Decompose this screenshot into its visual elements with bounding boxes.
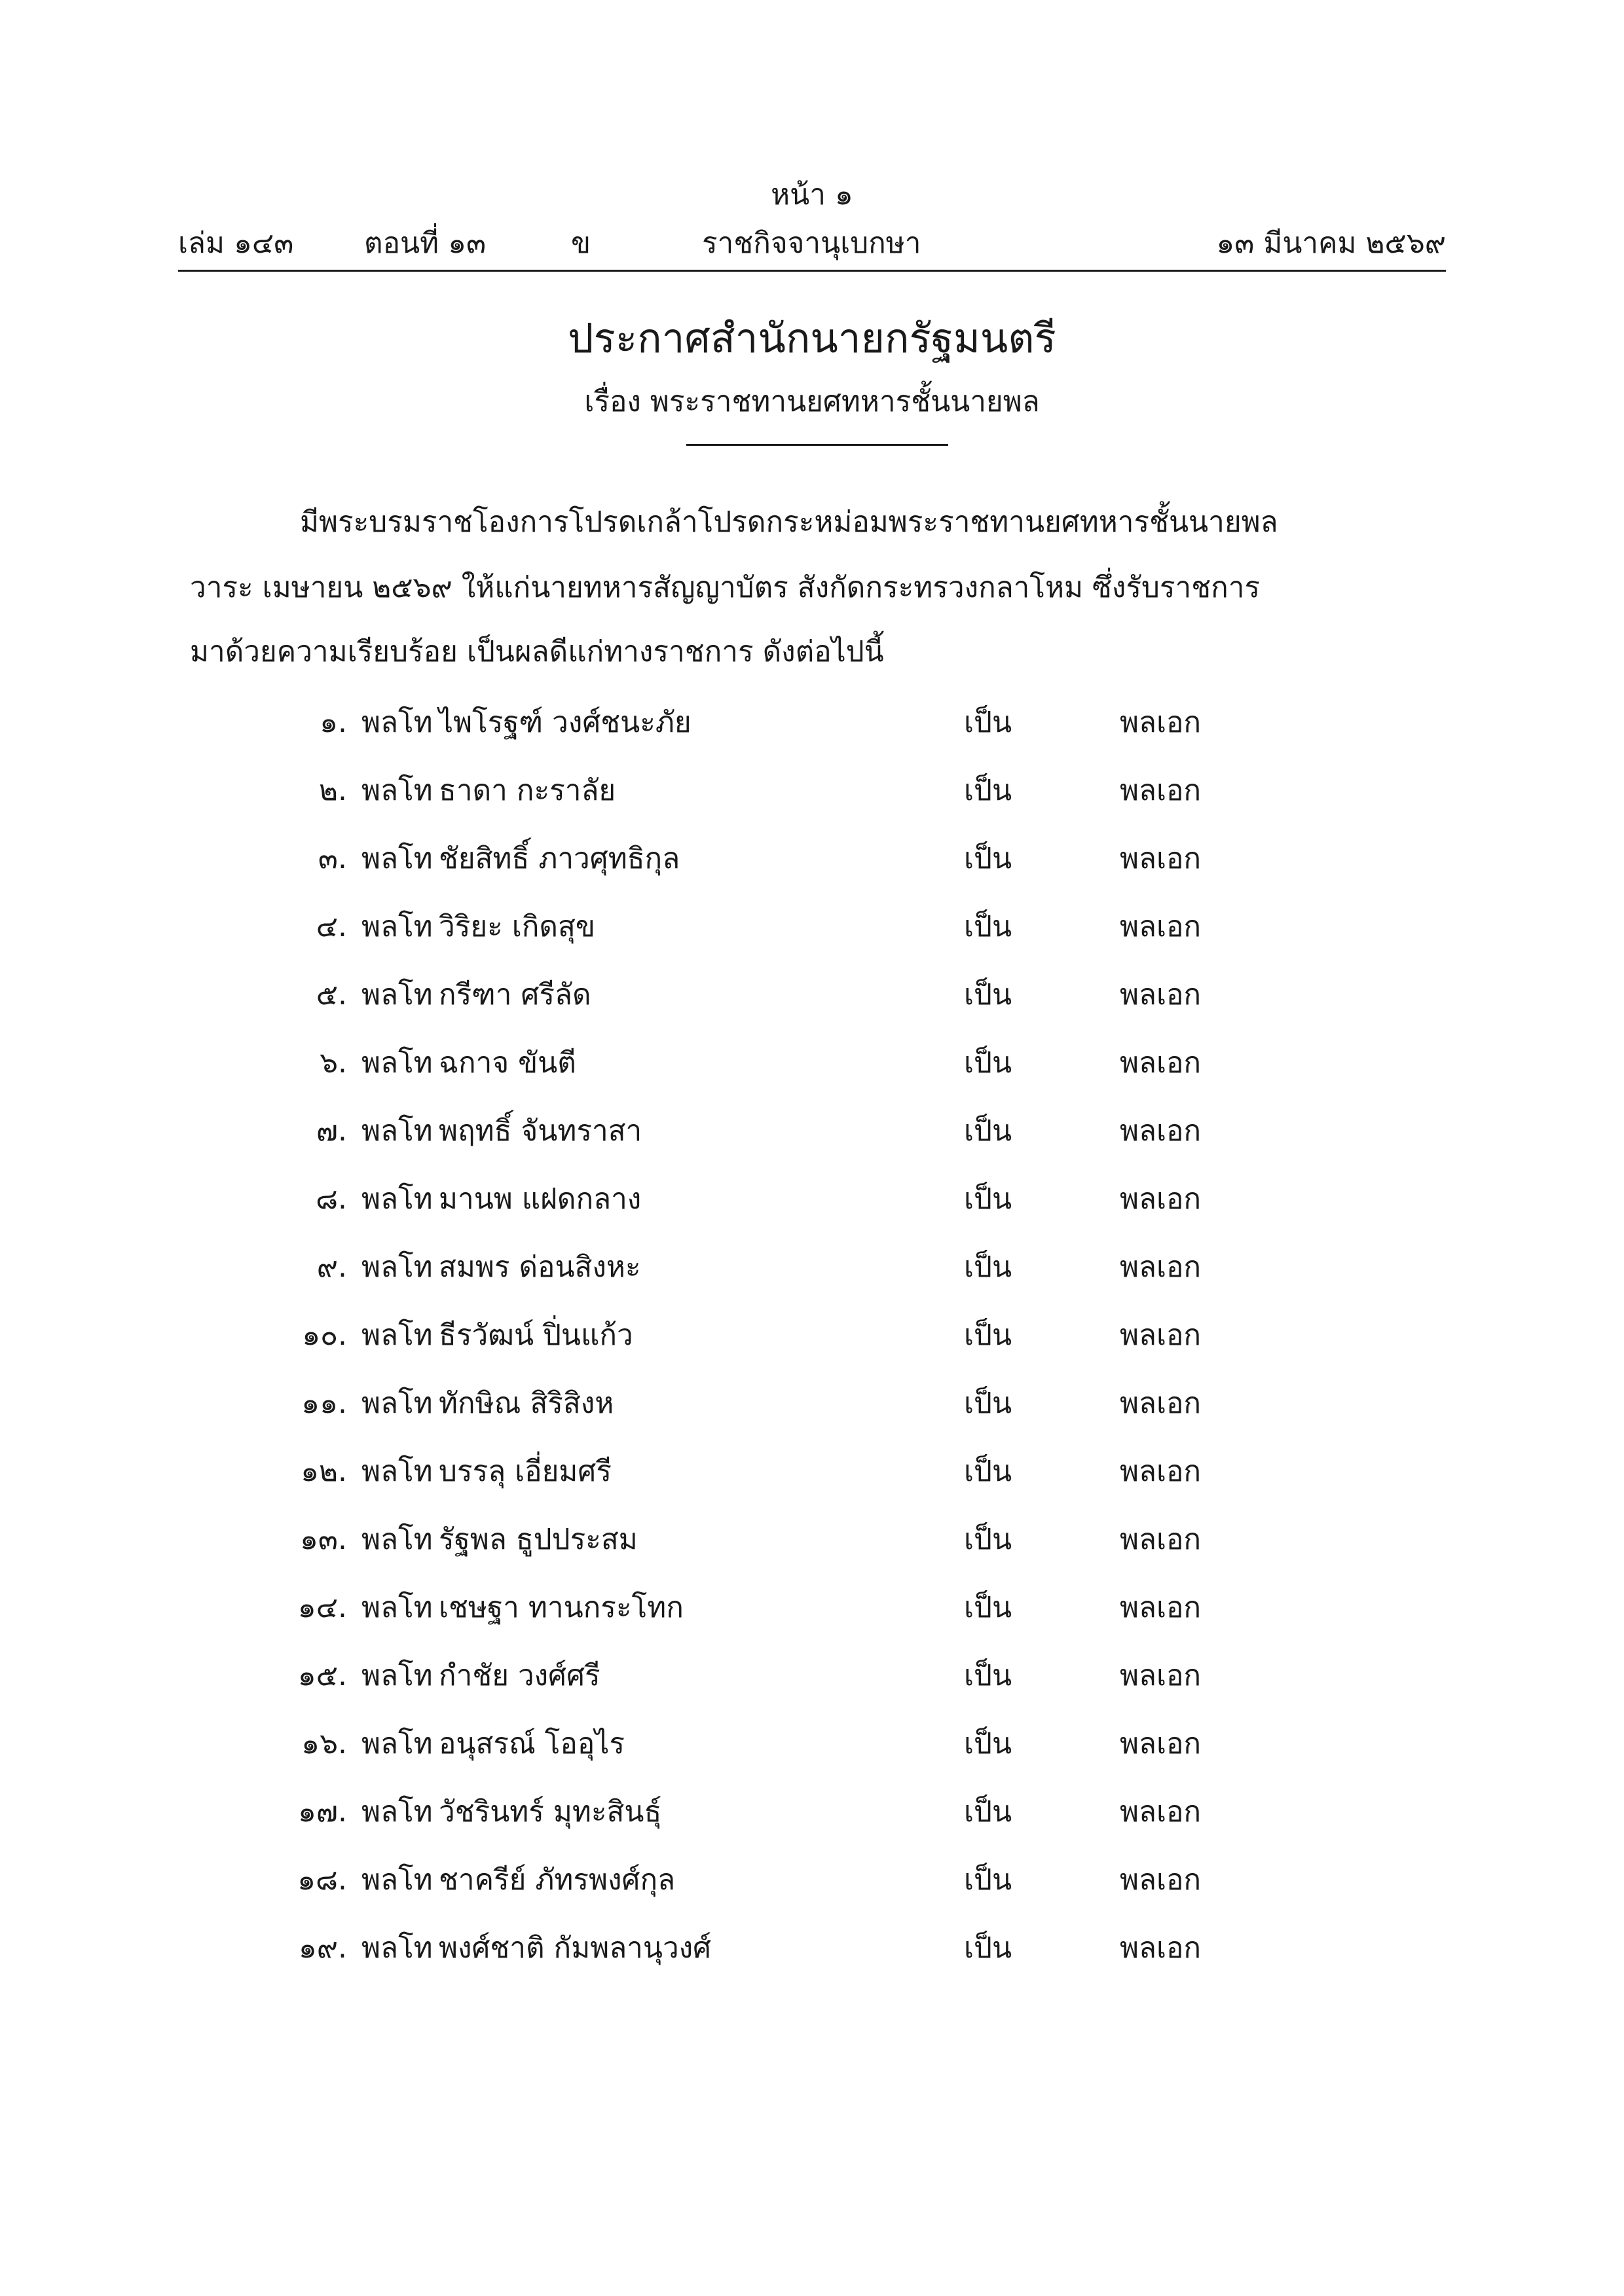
current-rank: พลโท [361, 1659, 433, 1692]
current-rank: พลโท [361, 1591, 433, 1624]
new-rank: พลเอก [1120, 774, 1202, 807]
roster-row [0, 1584, 1624, 1643]
row-number: ๕. [316, 978, 347, 1011]
roster-row [0, 1789, 1624, 1848]
current-rank: พลโท [361, 842, 433, 875]
current-rank: พลโท [361, 1727, 433, 1760]
body-line: มาด้วยความเรียบร้อย เป็นผลดีแก่ทางราชการ ดังต่อไปนี้ [190, 635, 884, 668]
roster-row [0, 972, 1624, 1030]
new-rank: พลเอก [1120, 706, 1202, 739]
promotion-word: เป็น [964, 1523, 1012, 1556]
officer-name: มานพ แฝดกลาง [439, 1182, 642, 1216]
issue-label: ตอนที่ ๑๓ [364, 227, 487, 260]
publication-date: ๑๓ มีนาคม ๒๕๖๙ [1216, 227, 1446, 260]
new-rank: พลเอก [1120, 910, 1202, 943]
roster-row [0, 1176, 1624, 1235]
gazette-header [178, 220, 1446, 267]
roster-row [0, 1380, 1624, 1439]
promotion-word: เป็น [964, 1931, 1012, 1965]
officer-name: ธีรวัฒน์ ปิ่นแก้ว [439, 1319, 633, 1352]
promotion-word: เป็น [964, 1863, 1012, 1897]
roster-row [0, 699, 1624, 758]
officer-name: บรรลุ เอี่ยมศรี [439, 1455, 612, 1488]
current-rank: พลโท [361, 1523, 433, 1556]
promotion-word: เป็น [964, 1319, 1012, 1352]
roster-row [0, 1448, 1624, 1507]
current-rank: พลโท [361, 1250, 433, 1284]
row-number: ๑. [320, 706, 347, 739]
roster-row [0, 1652, 1624, 1711]
roster-row [0, 903, 1624, 962]
officer-name: สมพร ด่อนสิงหะ [439, 1250, 641, 1284]
promotion-word: เป็น [964, 910, 1012, 943]
current-rank: พลโท [361, 1319, 433, 1352]
publication-name: ราชกิจจานุเบกษา [702, 227, 921, 260]
announcement-subject: เรื่อง พระราชทานยศทหารชั้นนายพล [584, 385, 1040, 418]
announcement-title: ประกาศสำนักนายกรัฐมนตรี [568, 314, 1056, 362]
current-rank: พลโท [361, 978, 433, 1011]
officer-name: ทักษิณ สิริสิงห [439, 1387, 614, 1420]
row-number: ๑๙. [298, 1931, 347, 1965]
roster-row [0, 1857, 1624, 1916]
section-label: ข [571, 227, 591, 260]
roster-row [0, 835, 1624, 894]
row-number: ๑๔. [297, 1591, 347, 1624]
new-rank: พลเอก [1120, 1250, 1202, 1284]
new-rank: พลเอก [1120, 1591, 1202, 1624]
officer-name: พงศ์ชาติ กัมพลานุวงศ์ [439, 1931, 712, 1965]
officer-name: ฉกาจ ขันตี [439, 1046, 576, 1080]
page-number: หน้า ๑ [771, 178, 853, 211]
new-rank: พลเอก [1120, 1727, 1202, 1760]
row-number: ๖. [320, 1046, 347, 1080]
current-rank: พลโท [361, 1795, 433, 1829]
roster-row [0, 767, 1624, 826]
new-rank: พลเอก [1120, 1931, 1202, 1965]
header-rule [178, 270, 1446, 272]
promotion-word: เป็น [964, 1250, 1012, 1284]
roster-row [0, 1925, 1624, 1984]
promotion-word: เป็น [964, 706, 1012, 739]
current-rank: พลโท [361, 706, 433, 739]
new-rank: พลเอก [1120, 1659, 1202, 1692]
current-rank: พลโท [361, 1046, 433, 1080]
current-rank: พลโท [361, 1931, 433, 1965]
roster-row [0, 1108, 1624, 1167]
new-rank: พลเอก [1120, 1319, 1202, 1352]
officer-name: เชษฐา ทานกระโทก [439, 1591, 684, 1624]
officer-name: วิริยะ เกิดสุข [439, 910, 595, 943]
volume-label: เล่ม ๑๔๓ [178, 227, 294, 260]
row-number: ๑๐. [302, 1319, 347, 1352]
row-number: ๑๖. [301, 1727, 347, 1760]
row-number: ๓. [318, 842, 347, 875]
title-rule [686, 444, 948, 446]
promotion-word: เป็น [964, 1455, 1012, 1488]
promotion-word: เป็น [964, 1659, 1012, 1692]
row-number: ๙. [316, 1250, 347, 1284]
current-rank: พลโท [361, 1863, 433, 1897]
promotion-word: เป็น [964, 1046, 1012, 1080]
promotion-word: เป็น [964, 1591, 1012, 1624]
row-number: ๑๕. [297, 1659, 347, 1692]
roster-row [0, 1516, 1624, 1575]
current-rank: พลโท [361, 774, 433, 807]
officer-name: ธาดา กะราลัย [439, 774, 616, 807]
row-number: ๑๘. [297, 1863, 347, 1897]
officer-name: อนุสรณ์ โออุไร [439, 1727, 625, 1760]
new-rank: พลเอก [1120, 1795, 1202, 1829]
body-line: วาระ เมษายน ๒๕๖๙ ให้แก่นายทหารสัญญาบัตร สังกัดกระทรวงกลาโหม ซึ่งรับราชการ [190, 571, 1261, 604]
officer-name: กำชัย วงศ์ศรี [439, 1659, 600, 1692]
new-rank: พลเอก [1120, 1523, 1202, 1556]
new-rank: พลเอก [1120, 1114, 1202, 1148]
roster-row [0, 1721, 1624, 1779]
promotion-word: เป็น [964, 1795, 1012, 1829]
row-number: ๔. [316, 910, 347, 943]
body-line: มีพระบรมราชโองการโปรดเกล้าโปรดกระหม่อมพระราชทานยศทหารชั้นนายพล [300, 505, 1278, 539]
roster-row [0, 1040, 1624, 1099]
promotion-word: เป็น [964, 842, 1012, 875]
new-rank: พลเอก [1120, 978, 1202, 1011]
promotion-word: เป็น [964, 1114, 1012, 1148]
new-rank: พลเอก [1120, 1455, 1202, 1488]
officer-name: วัชรินทร์ มุทะสินธุ์ [439, 1795, 662, 1829]
officer-name: กรีฑา ศรีลัด [439, 978, 591, 1011]
promotion-word: เป็น [964, 978, 1012, 1011]
roster-row [0, 1312, 1624, 1371]
new-rank: พลเอก [1120, 1387, 1202, 1420]
new-rank: พลเอก [1120, 1863, 1202, 1897]
roster-row [0, 1244, 1624, 1303]
current-rank: พลโท [361, 1114, 433, 1148]
current-rank: พลโท [361, 910, 433, 943]
officer-name: ชาครีย์ ภัทรพงศ์กุล [439, 1863, 676, 1897]
promotion-word: เป็น [964, 1727, 1012, 1760]
row-number: ๑๓. [300, 1523, 347, 1556]
promotion-word: เป็น [964, 774, 1012, 807]
row-number: ๒. [319, 774, 347, 807]
row-number: ๑๗. [297, 1795, 347, 1829]
row-number: ๑๑. [301, 1387, 347, 1420]
row-number: ๑๒. [301, 1455, 347, 1488]
current-rank: พลโท [361, 1182, 433, 1216]
promotion-word: เป็น [964, 1182, 1012, 1216]
new-rank: พลเอก [1120, 842, 1202, 875]
row-number: ๘. [316, 1182, 347, 1216]
officer-name: พฤทธิ์ จันทราสา [439, 1114, 642, 1148]
row-number: ๗. [316, 1114, 347, 1148]
new-rank: พลเอก [1120, 1046, 1202, 1080]
new-rank: พลเอก [1120, 1182, 1202, 1216]
officer-name: ไพโรฐฑ์ วงศ์ชนะภัย [439, 706, 692, 739]
officer-name: ชัยสิทธิ์ ภาวศุทธิกุล [439, 842, 680, 875]
current-rank: พลโท [361, 1387, 433, 1420]
officer-name: รัฐพล ธูปประสม [439, 1523, 638, 1556]
promotion-word: เป็น [964, 1387, 1012, 1420]
current-rank: พลโท [361, 1455, 433, 1488]
